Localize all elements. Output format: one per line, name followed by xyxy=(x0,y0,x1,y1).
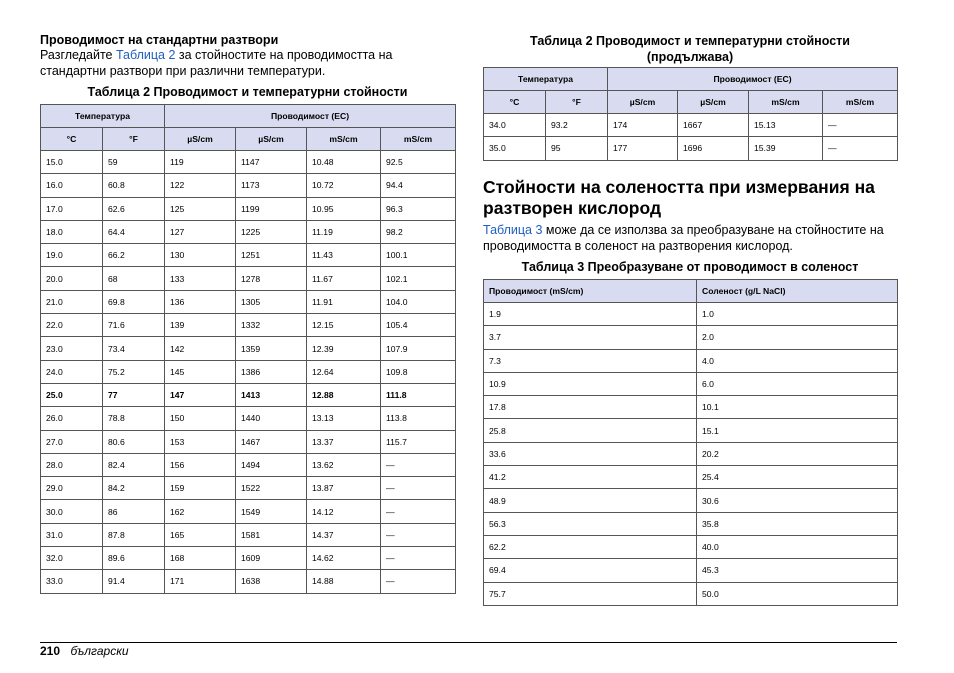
table-cell: 12.64 xyxy=(307,360,381,383)
table-cell: 17.8 xyxy=(484,396,697,419)
table-row xyxy=(41,477,456,500)
table-row xyxy=(41,174,456,197)
unit-header: mS/cm xyxy=(749,91,823,114)
table-cell: 68 xyxy=(103,267,165,290)
table-row xyxy=(41,500,456,523)
page-footer xyxy=(40,642,129,660)
table-cell: 91.4 xyxy=(103,570,165,593)
table-row xyxy=(484,489,898,512)
table-cell: 25.4 xyxy=(697,466,898,489)
table-cell: 15.0 xyxy=(41,151,103,174)
table-cell: 12.88 xyxy=(307,383,381,406)
table-cell: 102.1 xyxy=(381,267,456,290)
table3-caption: Таблица 3 Преобразуване от проводимост в соленост xyxy=(521,260,859,274)
table-cell: 77 xyxy=(103,383,165,406)
table-cell: 171 xyxy=(165,570,236,593)
table-cell: 1.0 xyxy=(697,303,898,326)
table-row xyxy=(484,349,898,372)
table-cell: 31.0 xyxy=(41,523,103,546)
table-row xyxy=(41,244,456,267)
table-cell: 89.6 xyxy=(103,547,165,570)
table-cell: — xyxy=(381,523,456,546)
table-cell: 136 xyxy=(165,290,236,313)
table-cell: 109.8 xyxy=(381,360,456,383)
table-cell: 119 xyxy=(165,151,236,174)
unit-header: µS/cm xyxy=(678,91,749,114)
units-row xyxy=(41,128,456,151)
salinity-table-body xyxy=(484,303,898,606)
salinity-heading xyxy=(483,177,875,219)
table-cell: 2.0 xyxy=(697,326,898,349)
table-cell: 69.8 xyxy=(103,290,165,313)
table-cell: 1305 xyxy=(236,290,307,313)
table-cell: 1.9 xyxy=(484,303,697,326)
header-conductivity: Проводимост (EC) xyxy=(608,68,898,91)
header-conductivity-mscm: Проводимост (mS/cm) xyxy=(484,280,697,303)
table-cell: 73.4 xyxy=(103,337,165,360)
table-cell: 45.3 xyxy=(697,559,898,582)
table-cell: 69.4 xyxy=(484,559,697,582)
table-cell: 21.0 xyxy=(41,290,103,313)
unit-header: mS/cm xyxy=(823,91,898,114)
table-cell: 1251 xyxy=(236,244,307,267)
table-row xyxy=(41,523,456,546)
table-cell: 92.5 xyxy=(381,151,456,174)
table2-cont-caption xyxy=(483,33,897,65)
header-salinity: Соленост (g/L NaCl) xyxy=(697,280,898,303)
table2-cont-caption-line1: Таблица 2 Проводимост и температурни стойности xyxy=(530,34,850,48)
table-cell: 75.7 xyxy=(484,582,697,605)
table-cell: 113.8 xyxy=(381,407,456,430)
table-cell: — xyxy=(381,547,456,570)
table-row xyxy=(484,466,898,489)
table-cell: 34.0 xyxy=(484,114,546,137)
table-cell: 15.39 xyxy=(749,137,823,160)
table-row xyxy=(41,314,456,337)
table-cell: 66.2 xyxy=(103,244,165,267)
table-cell: 24.0 xyxy=(41,360,103,383)
salinity-text-line2: проводимостта в соленост на разтворения кислород. xyxy=(483,239,793,253)
table-cell: 122 xyxy=(165,174,236,197)
table-cell: 1278 xyxy=(236,267,307,290)
table-cell: 82.4 xyxy=(103,453,165,476)
table-cell: 1413 xyxy=(236,383,307,406)
table-cell: 1359 xyxy=(236,337,307,360)
table-cell: 62.2 xyxy=(484,535,697,558)
table-cell: 27.0 xyxy=(41,430,103,453)
table-cell: 18.0 xyxy=(41,220,103,243)
unit-header: mS/cm xyxy=(381,128,456,151)
table-row xyxy=(41,151,456,174)
table-cell: 20.2 xyxy=(697,442,898,465)
table-cell: 165 xyxy=(165,523,236,546)
table-row xyxy=(41,383,456,406)
table-row xyxy=(484,559,898,582)
table-cell: 3.7 xyxy=(484,326,697,349)
page-language: български xyxy=(70,644,129,658)
table-row xyxy=(41,407,456,430)
table-cell: 25.0 xyxy=(41,383,103,406)
table-cell: 87.8 xyxy=(103,523,165,546)
unit-header: µS/cm xyxy=(236,128,307,151)
table-cell: — xyxy=(381,477,456,500)
table-cell: 1386 xyxy=(236,360,307,383)
table-cell: 25.8 xyxy=(484,419,697,442)
table-row xyxy=(484,372,898,395)
table-cell: 1332 xyxy=(236,314,307,337)
table-cell: 96.3 xyxy=(381,197,456,220)
table-cell: 11.91 xyxy=(307,290,381,313)
table-cell: 1494 xyxy=(236,453,307,476)
table-cell: 10.9 xyxy=(484,372,697,395)
table-cell: 7.3 xyxy=(484,349,697,372)
table-cell: 100.1 xyxy=(381,244,456,267)
table-cell: 11.19 xyxy=(307,220,381,243)
table-cell: 111.8 xyxy=(381,383,456,406)
table-row xyxy=(41,290,456,313)
table-cell: 147 xyxy=(165,383,236,406)
table-cell: 139 xyxy=(165,314,236,337)
table-row xyxy=(41,197,456,220)
table-row xyxy=(484,396,898,419)
table-cell: 14.62 xyxy=(307,547,381,570)
table-cell: 13.37 xyxy=(307,430,381,453)
table-cell: 50.0 xyxy=(697,582,898,605)
table-cell: — xyxy=(381,570,456,593)
table-cell: 1609 xyxy=(236,547,307,570)
table-cell: 35.8 xyxy=(697,512,898,535)
table-cell: 28.0 xyxy=(41,453,103,476)
conductivity-table xyxy=(40,104,456,594)
table-cell: 6.0 xyxy=(697,372,898,395)
table-row xyxy=(41,547,456,570)
table-cell: 115.7 xyxy=(381,430,456,453)
table-cell: 71.6 xyxy=(103,314,165,337)
header-temperature: Температура xyxy=(41,105,165,128)
table-cell: 12.39 xyxy=(307,337,381,360)
table-row xyxy=(484,512,898,535)
table-cell: 32.0 xyxy=(41,547,103,570)
unit-header: °F xyxy=(546,91,608,114)
table-cell: 1225 xyxy=(236,220,307,243)
table-cell: 162 xyxy=(165,500,236,523)
table-cell: 94.4 xyxy=(381,174,456,197)
table-cell: 62.6 xyxy=(103,197,165,220)
table-cell: 1549 xyxy=(236,500,307,523)
table-cell: 75.2 xyxy=(103,360,165,383)
intro-text-rest: за стойностите на проводимостта на xyxy=(175,48,393,62)
table-cell: 153 xyxy=(165,430,236,453)
table-row xyxy=(41,453,456,476)
table-cell: 86 xyxy=(103,500,165,523)
table-cell: 10.72 xyxy=(307,174,381,197)
table-cell: 105.4 xyxy=(381,314,456,337)
table-cell: 13.13 xyxy=(307,407,381,430)
salinity-heading-line1: Стойности на солеността при измервания на xyxy=(483,177,875,197)
salinity-text: може да се използва за преобразуване на стойностите на xyxy=(542,223,884,237)
table-cell: 13.62 xyxy=(307,453,381,476)
table-cell: 14.37 xyxy=(307,523,381,546)
table3-link[interactable]: Таблица 3 xyxy=(483,223,543,237)
table-cell: 48.9 xyxy=(484,489,697,512)
table-cell: — xyxy=(823,114,898,137)
table-cell: 29.0 xyxy=(41,477,103,500)
table2-cont-caption-line2: (продължава) xyxy=(646,50,734,64)
table-cell: 16.0 xyxy=(41,174,103,197)
table-cell: 13.87 xyxy=(307,477,381,500)
table-cell: — xyxy=(381,453,456,476)
table-cell: 84.2 xyxy=(103,477,165,500)
intro-text-line2: стандартни разтвори при различни температури. xyxy=(40,64,326,78)
table-cell: 95 xyxy=(546,137,608,160)
table-cell: 22.0 xyxy=(41,314,103,337)
table-cell: 33.6 xyxy=(484,442,697,465)
table-cell: 127 xyxy=(165,220,236,243)
table-cell: 30.6 xyxy=(697,489,898,512)
table-cell: 159 xyxy=(165,477,236,500)
table-cell: — xyxy=(823,137,898,160)
table-cell: 23.0 xyxy=(41,337,103,360)
table-cell: 14.88 xyxy=(307,570,381,593)
table-cell: 11.43 xyxy=(307,244,381,267)
table-cell: 145 xyxy=(165,360,236,383)
table-cell: 1199 xyxy=(236,197,307,220)
table-cell: 10.95 xyxy=(307,197,381,220)
table-cell: 174 xyxy=(608,114,678,137)
table-cell: 1667 xyxy=(678,114,749,137)
table-cell: 11.67 xyxy=(307,267,381,290)
salinity-heading-line2: разтворен кислород xyxy=(483,198,662,218)
table-cell: 1467 xyxy=(236,430,307,453)
table-cell: 133 xyxy=(165,267,236,290)
header-conductivity: Проводимост (EC) xyxy=(165,105,456,128)
table-cell: 125 xyxy=(165,197,236,220)
table-cell: 168 xyxy=(165,547,236,570)
table-cell: 78.8 xyxy=(103,407,165,430)
table-cell: 10.48 xyxy=(307,151,381,174)
table-cell: 35.0 xyxy=(484,137,546,160)
unit-header: °F xyxy=(103,128,165,151)
table-cell: 1581 xyxy=(236,523,307,546)
table-row xyxy=(41,337,456,360)
table2-caption: Таблица 2 Проводимост и температурни стойности xyxy=(87,85,408,99)
table-cell: 26.0 xyxy=(41,407,103,430)
table-cell: 30.0 xyxy=(41,500,103,523)
unit-header: °C xyxy=(484,91,546,114)
table-cell: 33.0 xyxy=(41,570,103,593)
table-row xyxy=(484,535,898,558)
table-row xyxy=(41,267,456,290)
header-temperature: Температура xyxy=(484,68,608,91)
table2-link[interactable]: Таблица 2 xyxy=(115,48,176,62)
table-cell: 40.0 xyxy=(697,535,898,558)
table-row xyxy=(41,570,456,593)
table-cell: 177 xyxy=(608,137,678,160)
unit-header: mS/cm xyxy=(307,128,381,151)
salinity-paragraph xyxy=(483,222,903,254)
table-cell: 20.0 xyxy=(41,267,103,290)
table-row xyxy=(484,114,898,137)
table-cell: 41.2 xyxy=(484,466,697,489)
table-row xyxy=(484,326,898,349)
intro-paragraph xyxy=(40,47,460,79)
table-cell: 15.13 xyxy=(749,114,823,137)
table-cell: 98.2 xyxy=(381,220,456,243)
table-cell: 150 xyxy=(165,407,236,430)
table-cell: 1147 xyxy=(236,151,307,174)
table-row xyxy=(41,430,456,453)
table-cell: 14.12 xyxy=(307,500,381,523)
table-cell: 104.0 xyxy=(381,290,456,313)
unit-header: µS/cm xyxy=(165,128,236,151)
table-cell: 156 xyxy=(165,453,236,476)
table-cell: 1173 xyxy=(236,174,307,197)
footer-divider xyxy=(40,642,897,643)
salinity-table xyxy=(483,279,898,606)
page-number: 210 xyxy=(40,644,61,658)
table-cell: 56.3 xyxy=(484,512,697,535)
table-cell: 142 xyxy=(165,337,236,360)
table-cell: 107.9 xyxy=(381,337,456,360)
table-row xyxy=(484,137,898,160)
unit-header: µS/cm xyxy=(608,91,678,114)
conductivity-table-continued-body xyxy=(484,114,898,161)
table-row xyxy=(484,303,898,326)
table-row xyxy=(41,220,456,243)
table-row xyxy=(484,582,898,605)
table-cell: 80.6 xyxy=(103,430,165,453)
units-row xyxy=(484,91,898,114)
table-cell: 19.0 xyxy=(41,244,103,267)
table-cell: — xyxy=(381,500,456,523)
table-cell: 12.15 xyxy=(307,314,381,337)
table-cell: 1638 xyxy=(236,570,307,593)
section-title-standard-solutions: Проводимост на стандартни разтвори xyxy=(40,33,279,47)
table-cell: 17.0 xyxy=(41,197,103,220)
table-row xyxy=(484,442,898,465)
table-cell: 1522 xyxy=(236,477,307,500)
table-cell: 60.8 xyxy=(103,174,165,197)
conductivity-table-continued xyxy=(483,67,898,161)
conductivity-table-body xyxy=(41,151,456,594)
table-row xyxy=(484,419,898,442)
table-cell: 1440 xyxy=(236,407,307,430)
table-cell: 4.0 xyxy=(697,349,898,372)
table-cell: 59 xyxy=(103,151,165,174)
table-cell: 1696 xyxy=(678,137,749,160)
table-cell: 130 xyxy=(165,244,236,267)
unit-header: °C xyxy=(41,128,103,151)
table-cell: 10.1 xyxy=(697,396,898,419)
intro-text: Разгледайте xyxy=(40,48,116,62)
table-cell: 15.1 xyxy=(697,419,898,442)
table-cell: 64.4 xyxy=(103,220,165,243)
table-cell: 93.2 xyxy=(546,114,608,137)
table-row xyxy=(41,360,456,383)
